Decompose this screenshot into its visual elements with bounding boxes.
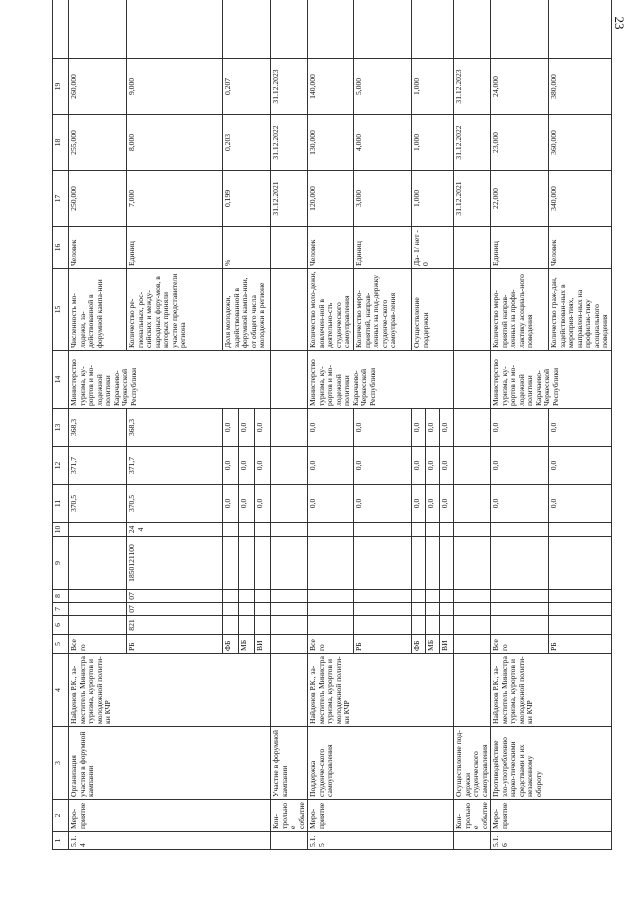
csr-cell: 1850121100 xyxy=(127,537,223,590)
row-responsible xyxy=(454,654,491,727)
header-cell: 1 xyxy=(53,832,69,850)
csr-cell xyxy=(239,537,255,590)
indicator-2023: 380,000 xyxy=(549,59,612,115)
rz-cell: 07 xyxy=(127,603,223,616)
source-cell xyxy=(454,635,491,654)
amount-2022: 0,0 xyxy=(426,447,440,485)
amount-2022: 0,0 xyxy=(308,447,354,485)
amount-2021: 370,5 xyxy=(69,485,127,523)
amount-2023 xyxy=(271,409,308,447)
row-type: Кон-трольное событие xyxy=(271,800,308,832)
grbs-cell xyxy=(255,616,271,635)
amount-2023: 0,0 xyxy=(491,409,549,447)
control-event-row xyxy=(271,0,308,850)
indicator-unit xyxy=(454,227,491,269)
indicator-name-text: Количество ре-гиональных, рос-сийских и между-народных фору-мов, в которых приняли участие представители региона xyxy=(127,273,187,348)
grbs-cell xyxy=(412,616,426,635)
indicator-2023: 260,000 xyxy=(69,59,127,115)
rz-cell xyxy=(440,603,454,616)
pr-cell: 07 xyxy=(127,590,223,603)
csr-cell xyxy=(412,537,426,590)
header-cell: 18 xyxy=(53,115,69,171)
csr-cell xyxy=(440,537,454,590)
indicator-name xyxy=(549,269,612,351)
amount-2023: 0,0 xyxy=(308,409,354,447)
pr-cell xyxy=(440,590,454,603)
csr-cell xyxy=(308,537,354,590)
amount-2023: 0,0 xyxy=(354,409,412,447)
indicator-unit: Единиц xyxy=(127,227,223,269)
indicator-2023: 140,000 xyxy=(308,59,354,115)
table-row xyxy=(69,0,127,850)
header-spare-cell xyxy=(53,0,69,59)
csr-cell xyxy=(271,537,308,590)
spare-cell xyxy=(454,0,491,59)
header-cell: 13 xyxy=(53,409,69,447)
amount-2023: 0,0 xyxy=(239,409,255,447)
indicator-2022: 23,000 xyxy=(491,115,549,171)
rz-cell xyxy=(549,603,612,616)
indicator-name xyxy=(412,269,454,351)
csr-cell xyxy=(491,537,549,590)
amount-2023: 0,0 xyxy=(412,409,426,447)
row-name: Организация участия в форумной кампании xyxy=(69,727,271,800)
row-name: Участие в форумной кампании xyxy=(271,727,308,800)
grbs-cell: 821 xyxy=(127,616,223,635)
row-number: 5.1.5 xyxy=(308,832,454,850)
amount-2022: 0,0 xyxy=(239,447,255,485)
source-cell: МБ xyxy=(426,635,440,654)
pr-cell xyxy=(223,590,239,603)
amount-2022: 371,7 xyxy=(127,447,223,485)
pr-cell xyxy=(454,590,491,603)
amount-2022: 371,7 xyxy=(69,447,127,485)
source-cell: Всего xyxy=(308,635,354,654)
indicator-name-text: Количество моло-дежи, вовлечен-ной в деятельно-сть студенческого самоуправления xyxy=(308,271,351,348)
rz-cell xyxy=(491,603,549,616)
control-date-2023: 31.12.2023 xyxy=(271,59,308,115)
row-responsible: Найденов Р.К., за-меститель Министра туризма, курортов и молодежной полити-ки КЧР xyxy=(69,654,271,727)
rz-cell xyxy=(426,603,440,616)
pr-cell xyxy=(549,590,612,603)
row-number xyxy=(454,832,491,850)
table-row xyxy=(491,0,549,850)
grbs-cell xyxy=(454,616,491,635)
source-cell: ВИ xyxy=(255,635,271,654)
control-date-2021: 31.12.2021 xyxy=(454,171,491,227)
grbs-cell xyxy=(491,616,549,635)
grbs-cell xyxy=(426,616,440,635)
vr-cell xyxy=(491,523,549,537)
source-cell: РБ xyxy=(354,635,412,654)
rz-cell xyxy=(412,603,426,616)
program-table xyxy=(52,0,612,850)
indicator-2022: 255,000 xyxy=(69,115,127,171)
indicator-2021: 0,199 xyxy=(223,171,271,227)
source-cell: МБ xyxy=(239,635,255,654)
rz-cell xyxy=(354,603,412,616)
ministry-cell xyxy=(271,351,308,409)
header-cell: 14 xyxy=(53,351,69,409)
amount-2021: 0,0 xyxy=(308,485,354,523)
grbs-cell xyxy=(271,616,308,635)
row-responsible: Найденов Р.К., за-меститель Министра туризма, курортов и молодежной полити-ки КЧР xyxy=(491,654,612,727)
ministry-cell: Министерство туризма, ку-рортов и мо-лодежной политики Карачаево-Черкесской Республики xyxy=(69,351,271,409)
spare-cell xyxy=(354,0,412,59)
header-cell: 7 xyxy=(53,603,69,616)
grbs-cell xyxy=(354,616,412,635)
indicator-unit: Человек xyxy=(69,227,127,269)
vr-cell xyxy=(223,523,239,537)
indicator-name xyxy=(223,269,271,351)
indicator-unit: Человек xyxy=(308,227,354,269)
csr-cell xyxy=(354,537,412,590)
spare-cell xyxy=(69,0,127,59)
amount-2021: 370,5 xyxy=(127,485,223,523)
indicator-2023: 9,000 xyxy=(127,59,223,115)
amount-2023: 0,0 xyxy=(549,409,612,447)
indicator-2022: 360,000 xyxy=(549,115,612,171)
vr-cell xyxy=(440,523,454,537)
indicator-name-text: Численность мо-лодежи, за-действованной в форумной кампа-нии xyxy=(69,279,104,348)
amount-2021: 0,0 xyxy=(223,485,239,523)
vr-cell xyxy=(426,523,440,537)
indicator-name xyxy=(308,269,354,351)
vr-cell xyxy=(412,523,426,537)
control-date-2021: 31.12.2021 xyxy=(271,171,308,227)
indicator-2023: 0,207 xyxy=(223,59,271,115)
indicator-unit xyxy=(271,227,308,269)
indicator-2022: 8,000 xyxy=(127,115,223,171)
pr-cell xyxy=(255,590,271,603)
grbs-cell xyxy=(69,616,127,635)
indicator-name xyxy=(127,269,223,351)
amount-2023: 0,0 xyxy=(426,409,440,447)
header-cell: 3 xyxy=(53,727,69,800)
indicator-name-text: Доля молодежи, задействованной в форумной кампа-нии, от общего числа молодежи в регионе xyxy=(223,277,266,348)
ministry-cell: Министерство туризма, ку-рортов и мо-лодежной политики Карачаево-Черкесской Республики xyxy=(491,351,612,409)
indicator-unit: Единиц xyxy=(354,227,412,269)
vr-cell xyxy=(354,523,412,537)
amount-2023: 0,0 xyxy=(440,409,454,447)
csr-cell xyxy=(426,537,440,590)
amount-2021: 0,0 xyxy=(549,485,612,523)
pr-cell xyxy=(491,590,549,603)
source-cell: ФБ xyxy=(223,635,239,654)
header-cell: 4 xyxy=(53,654,69,727)
header-cell: 11 xyxy=(53,485,69,523)
row-number: 5.1.6 xyxy=(491,832,612,850)
amount-2022: 0,0 xyxy=(255,447,271,485)
row-responsible xyxy=(271,654,308,727)
amount-2021: 0,0 xyxy=(239,485,255,523)
vr-cell xyxy=(69,523,127,537)
vr-cell xyxy=(549,523,612,537)
spare-cell xyxy=(549,0,612,59)
row-type: Меро-приятие xyxy=(69,800,271,832)
spare-cell xyxy=(127,0,223,59)
table-row xyxy=(308,0,354,850)
pr-cell xyxy=(426,590,440,603)
amount-2022: 0,0 xyxy=(549,447,612,485)
control-date-2022: 31.12.2022 xyxy=(271,115,308,171)
grbs-cell xyxy=(239,616,255,635)
vr-cell xyxy=(255,523,271,537)
row-responsible: Найденов Р.К., за-меститель Министра туризма, курортов и молодежной полити-ки КЧР xyxy=(308,654,454,727)
rz-cell xyxy=(239,603,255,616)
indicator-name xyxy=(69,269,127,351)
header-cell: 5 xyxy=(53,635,69,654)
header-cell: 2 xyxy=(53,800,69,832)
amount-2021: 0,0 xyxy=(354,485,412,523)
amount-2022 xyxy=(454,447,491,485)
header-row xyxy=(53,0,69,850)
amount-2021: 0,0 xyxy=(491,485,549,523)
spare-cell xyxy=(412,0,454,59)
indicator-2022: 4,000 xyxy=(354,115,412,171)
vr-cell xyxy=(271,523,308,537)
vr-cell xyxy=(308,523,354,537)
indicator-2022: 0,203 xyxy=(223,115,271,171)
indicator-2021: 120,000 xyxy=(308,171,354,227)
indicator-2023: 24,000 xyxy=(491,59,549,115)
pr-cell xyxy=(308,590,354,603)
source-cell: ВИ xyxy=(440,635,454,654)
indicator-name xyxy=(454,269,491,351)
grbs-cell xyxy=(440,616,454,635)
spare-cell xyxy=(308,0,354,59)
amount-2021: 0,0 xyxy=(426,485,440,523)
rz-cell xyxy=(69,603,127,616)
csr-cell xyxy=(223,537,239,590)
indicator-2021: 340,000 xyxy=(549,171,612,227)
amount-2022: 0,0 xyxy=(412,447,426,485)
indicator-unit: Человек xyxy=(549,227,612,269)
header-cell: 12 xyxy=(53,447,69,485)
amount-2023: 0,0 xyxy=(223,409,239,447)
row-number xyxy=(271,832,308,850)
rz-cell xyxy=(308,603,354,616)
page-number: 23 xyxy=(612,16,627,30)
amount-2022 xyxy=(271,447,308,485)
amount-2022: 0,0 xyxy=(491,447,549,485)
header-cell: 19 xyxy=(53,59,69,115)
source-cell: Всего xyxy=(69,635,127,654)
source-cell: ФБ xyxy=(412,635,426,654)
vr-cell xyxy=(239,523,255,537)
amount-2021: 0,0 xyxy=(412,485,426,523)
amount-2021: 0,0 xyxy=(440,485,454,523)
indicator-2022: 1,000 xyxy=(412,115,454,171)
vr-cell: 244 xyxy=(127,523,223,537)
row-type: Меро-приятие xyxy=(491,800,612,832)
row-name: Осуществление под-держки студенческого самоуправления xyxy=(454,727,491,800)
pr-cell xyxy=(412,590,426,603)
control-date-2022: 31.12.2022 xyxy=(454,115,491,171)
pr-cell xyxy=(354,590,412,603)
indicator-unit: Единиц xyxy=(491,227,549,269)
spare-cell xyxy=(491,0,549,59)
row-type: Меро-приятие xyxy=(308,800,454,832)
rz-cell xyxy=(223,603,239,616)
rz-cell xyxy=(454,603,491,616)
spare-cell xyxy=(223,0,271,59)
indicator-name-text: Количество граж-дан, задействован-ных в мероприя-тиях, направлен-ных на профилак-тику асоциального поведения xyxy=(549,277,609,348)
source-cell: РБ xyxy=(549,635,612,654)
amount-2023: 0,0 xyxy=(255,409,271,447)
pr-cell xyxy=(239,590,255,603)
source-cell: РБ xyxy=(127,635,223,654)
indicator-2021: 3,000 xyxy=(354,171,412,227)
amount-2023 xyxy=(454,409,491,447)
control-date-2023: 31.12.2023 xyxy=(454,59,491,115)
indicator-unit: Да- 1/ нет - 0 xyxy=(412,227,454,269)
amount-2023: 368,3 xyxy=(69,409,127,447)
csr-cell xyxy=(454,537,491,590)
rotated-table-container xyxy=(52,5,620,850)
spare-cell xyxy=(271,0,308,59)
header-cell: 9 xyxy=(53,537,69,590)
indicator-2021: 250,000 xyxy=(69,171,127,227)
header-cell: 17 xyxy=(53,171,69,227)
header-cell: 6 xyxy=(53,616,69,635)
csr-cell xyxy=(255,537,271,590)
source-cell xyxy=(271,635,308,654)
row-name: Противодействие зло-употреблению нарко-тическими средствами и их незаконному обороту xyxy=(491,727,612,800)
amount-2021 xyxy=(271,485,308,523)
row-name: Поддержка студенче-ского самоуправления xyxy=(308,727,454,800)
ministry-cell xyxy=(454,351,491,409)
indicator-name-text: Количество меро-приятий, направ-ленных на под-держку студенче-ского самоуправ-ления xyxy=(354,274,397,348)
indicator-name xyxy=(271,269,308,351)
rz-cell xyxy=(255,603,271,616)
row-number: 5.1.4 xyxy=(69,832,271,850)
indicator-name-text: Осуществление поддержки xyxy=(412,297,430,348)
indicator-2021: 7,000 xyxy=(127,171,223,227)
source-cell: Всего xyxy=(491,635,549,654)
grbs-cell xyxy=(223,616,239,635)
rz-cell xyxy=(271,603,308,616)
header-cell: 10 xyxy=(53,523,69,537)
amount-2023: 368,3 xyxy=(127,409,223,447)
control-event-row xyxy=(454,0,491,850)
amount-2022: 0,0 xyxy=(354,447,412,485)
indicator-name xyxy=(354,269,412,351)
indicator-2022: 130,000 xyxy=(308,115,354,171)
indicator-name-text: Количество меро-приятий направ-ленных на профи-лактику асоциаль-ного поведения xyxy=(491,274,534,348)
grbs-cell xyxy=(308,616,354,635)
header-cell: 8 xyxy=(53,590,69,603)
amount-2021: 0,0 xyxy=(255,485,271,523)
header-cell: 15 xyxy=(53,269,69,351)
amount-2022: 0,0 xyxy=(440,447,454,485)
ministry-cell: Министерство туризма, ку-рортов и мо-лодежной политики Карачаево-Черкесской Республики xyxy=(308,351,454,409)
header-cell: 16 xyxy=(53,227,69,269)
csr-cell xyxy=(549,537,612,590)
indicator-unit: % xyxy=(223,227,271,269)
vr-cell xyxy=(454,523,491,537)
indicator-2021: 1,000 xyxy=(412,171,454,227)
indicator-2023: 1,000 xyxy=(412,59,454,115)
csr-cell xyxy=(69,537,127,590)
row-type: Кон-трольное событие xyxy=(454,800,491,832)
pr-cell xyxy=(69,590,127,603)
grbs-cell xyxy=(549,616,612,635)
pr-cell xyxy=(271,590,308,603)
amount-2022: 0,0 xyxy=(223,447,239,485)
amount-2021 xyxy=(454,485,491,523)
indicator-2023: 5,000 xyxy=(354,59,412,115)
indicator-2021: 22,000 xyxy=(491,171,549,227)
indicator-name xyxy=(491,269,549,351)
